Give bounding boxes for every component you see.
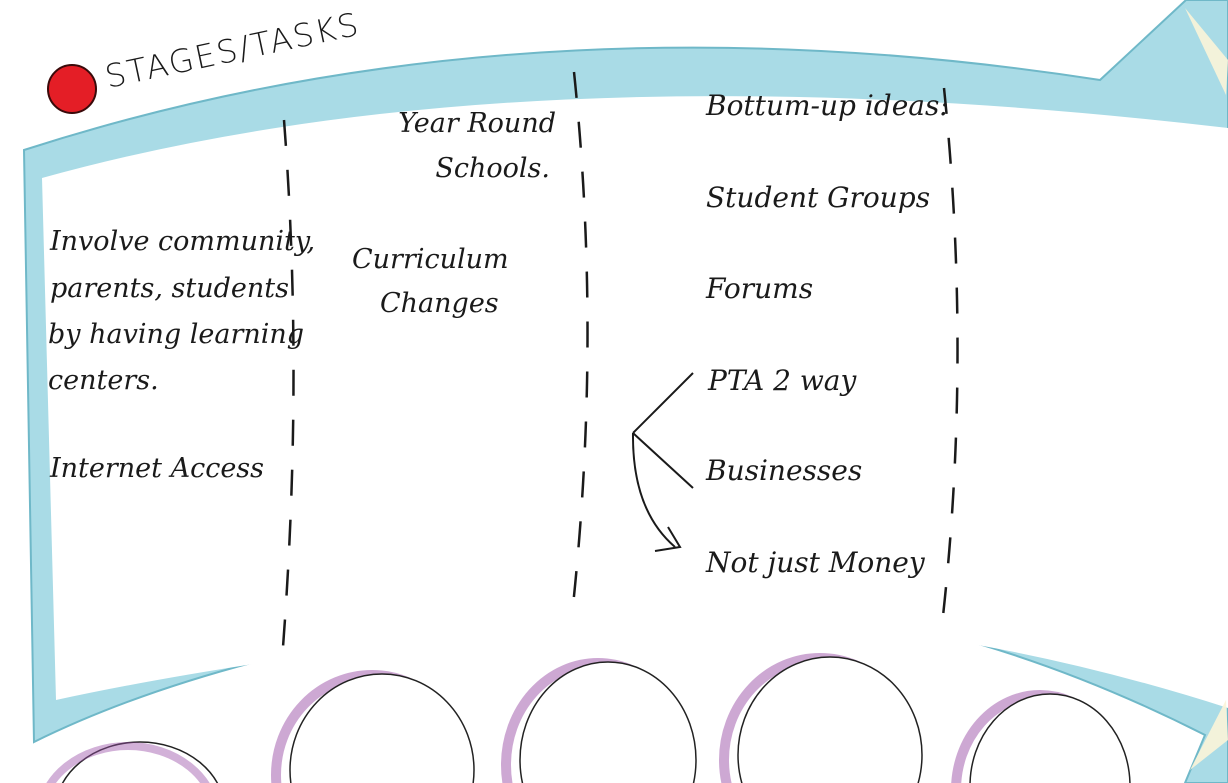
page-title: STAGES/TASKS [101, 4, 364, 96]
col3-item-3: Forums [706, 272, 814, 305]
col3-item-5: Businesses [706, 454, 863, 487]
col3-item-1: Bottum-up ideas: [706, 89, 949, 122]
col1-line-1: Involve community, [50, 226, 316, 257]
col2-mid-line-1: Curriculum [352, 244, 509, 275]
arrow-inner-panel [42, 96, 1228, 708]
col3-item-2: Student Groups [706, 181, 931, 214]
col1-extra: Internet Access [50, 453, 265, 484]
col3-item-4: PTA 2 way [708, 364, 857, 397]
red-dot-icon [48, 65, 96, 113]
col3-item-6: Not just Money [706, 546, 925, 579]
col2-top-line-1: Year Round [398, 108, 556, 139]
col1-line-4: centers. [48, 365, 159, 396]
col1-line-3: by having learning [48, 319, 305, 350]
col2-top-line-2: Schools. [435, 153, 550, 184]
col1-line-2: parents, students [50, 273, 289, 304]
col2-mid-line-2: Changes [380, 288, 499, 319]
